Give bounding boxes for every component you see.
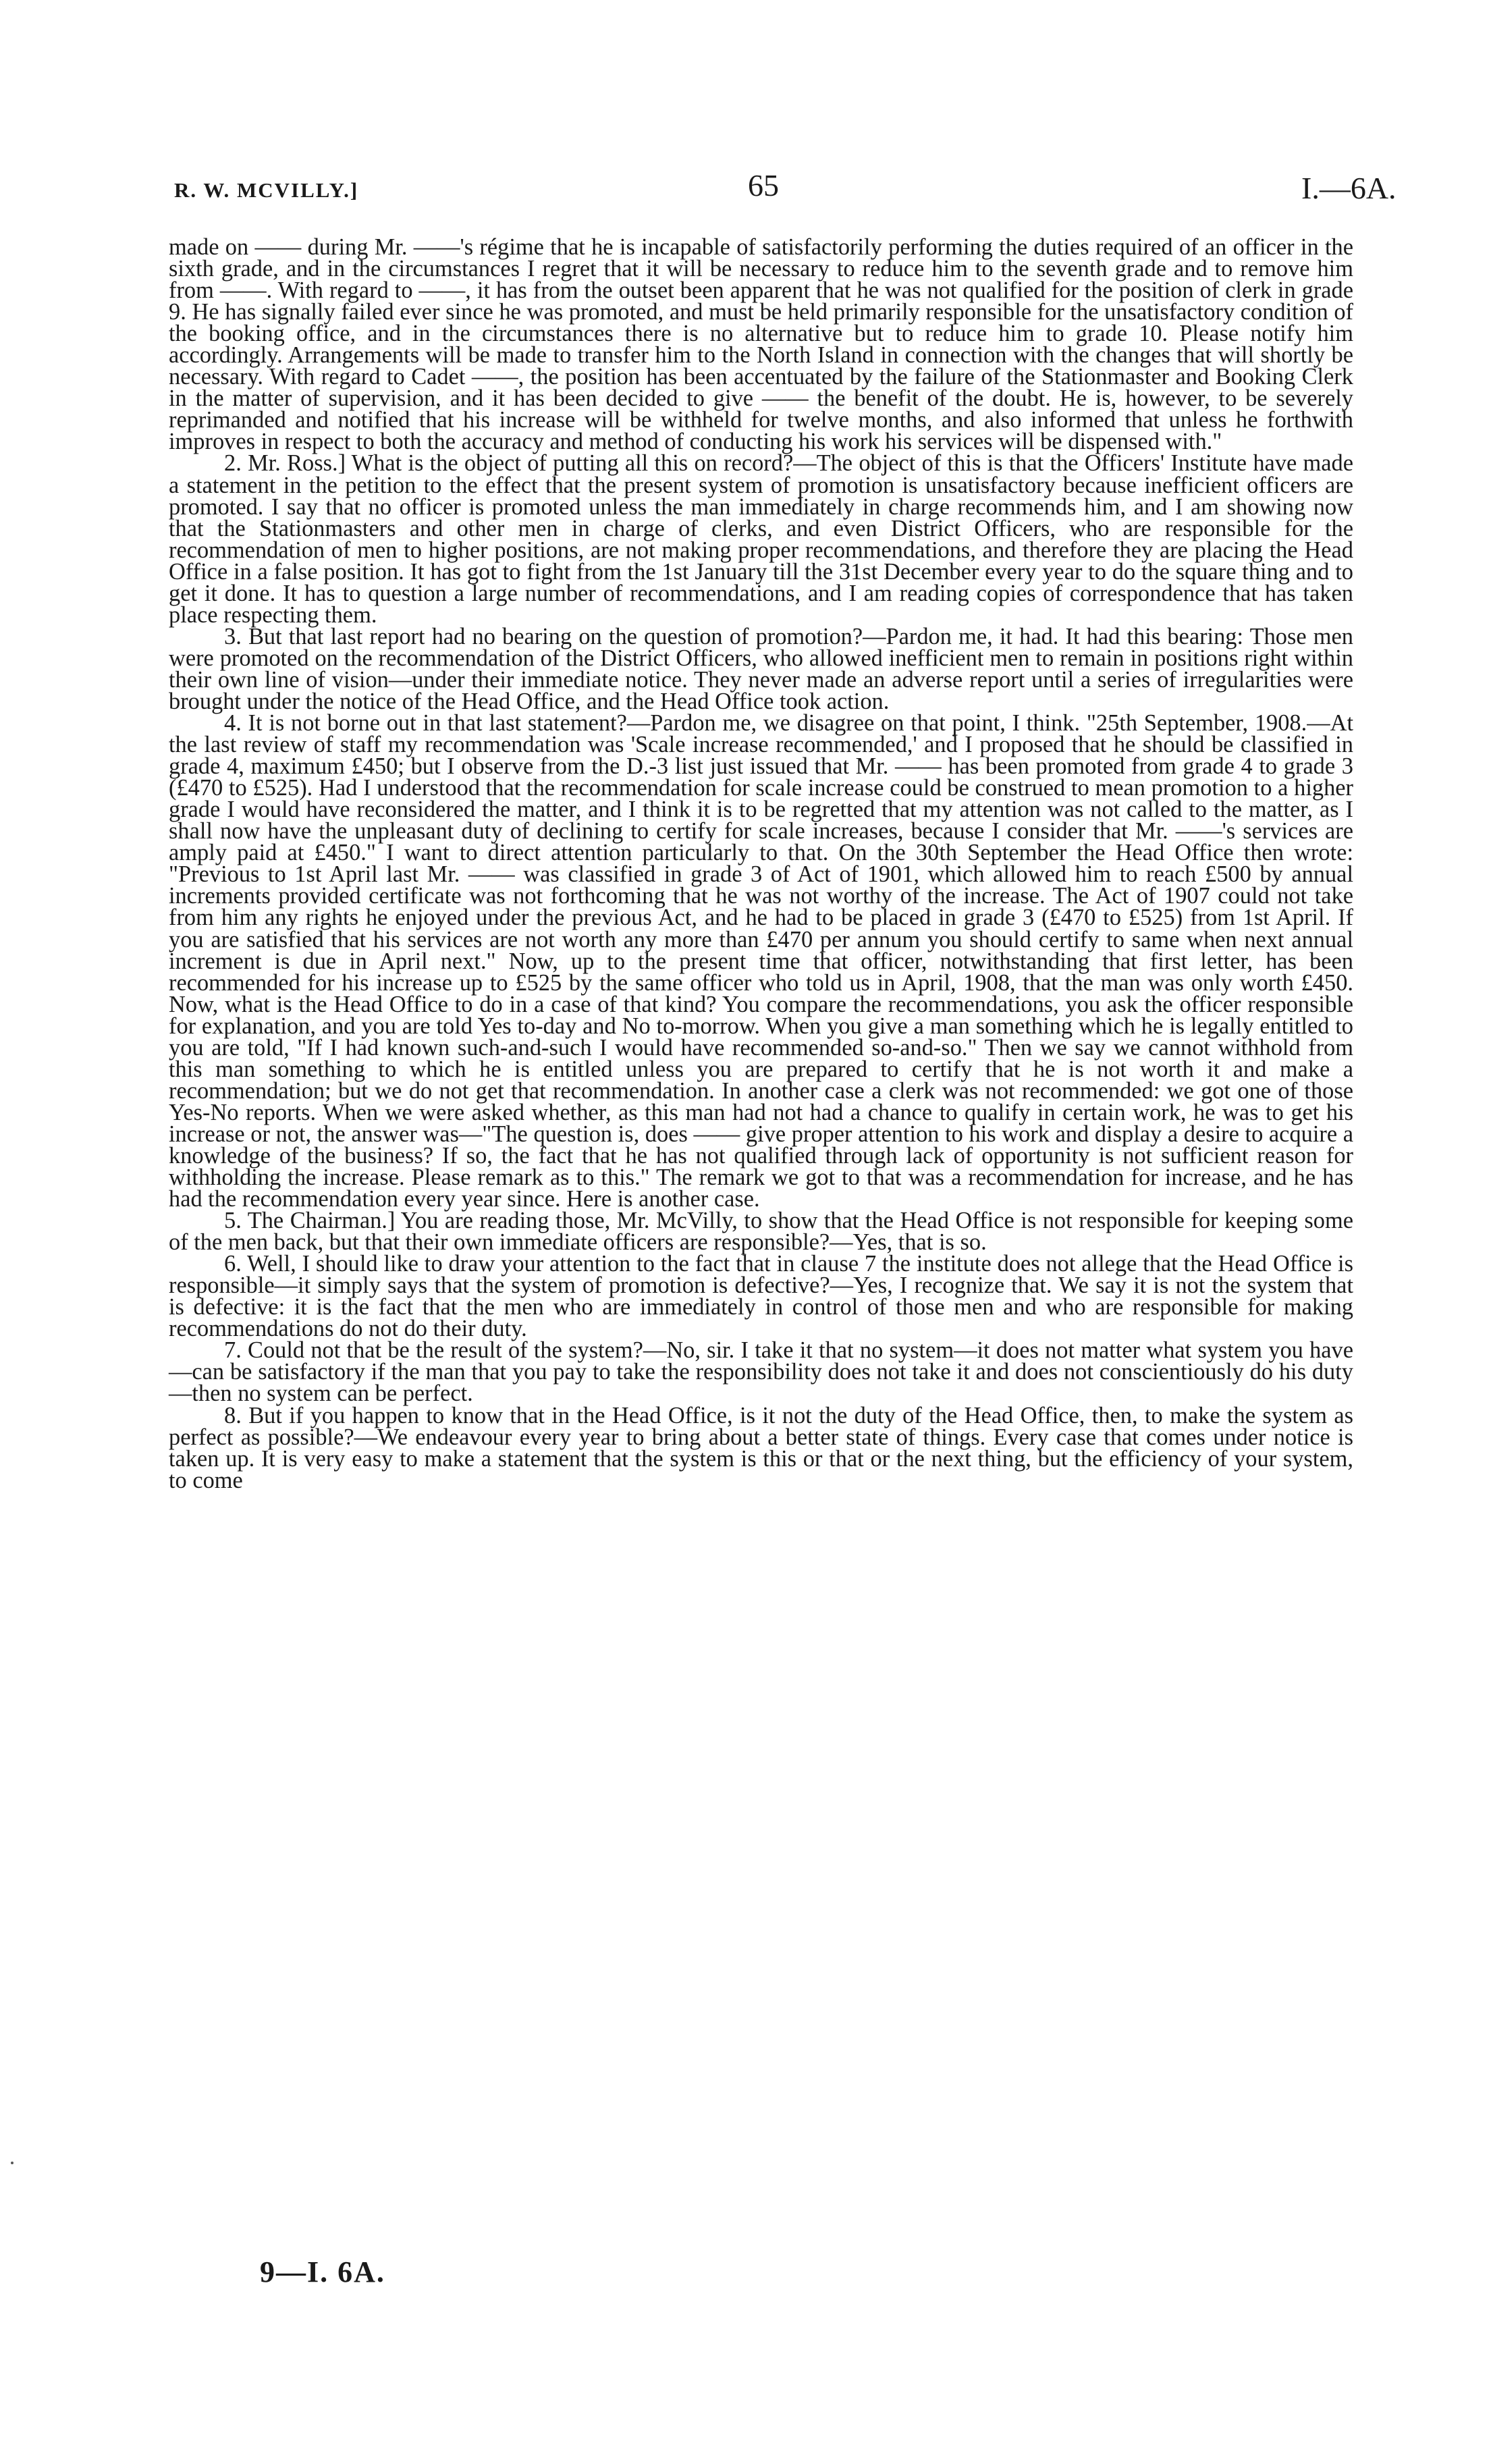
signature-mark: 9—I. 6A. xyxy=(260,2255,385,2288)
paragraph-continuation: made on —— during Mr. ——'s régime that he is incapable of satisfactorily performing the duties required of an officer in the sixth grade, and in the circumstances I regret that it will be necessary to reduce him to the seventh grade and to remove him from ——. With regard to ——, it has from the outset been apparent that he was not qualified for the position of clerk in grade 9. He has signally failed ever since he was promoted, and must be held primarily responsible for the unsatisfactory condition of the booking office, and in the circumstances there is no alternative but to reduce him to grade 10. Please notify him accordingly. Arrangements will be made to transfer him to the North Island in connection with the changes that will shortly be necessary. With regard to Cadet ——, the position has been accentuated by the failure of the Stationmaster and Booking Clerk in the matter of supervision, and it has been decided to give —— the benefit of the doubt. He is, however, to be severely reprimanded and notified that his increase will be withheld for twelve months, and also informed that unless he forthwith improves in respect to both the accuracy and method of conducting his work his services will be dispensed with." xyxy=(169,234,1353,455)
paragraph-question-5: 5. The Chairman.] You are reading those, Mr. McVilly, to show that the Head Office is not responsible for keeping some of the men back, but that their own immediate officers are responsible?—Yes, that is so. xyxy=(169,1208,1353,1256)
paragraph-question-6: 6. Well, I should like to draw your attention to the fact that in clause 7 the institute does not allege that the Head Office is responsible—it simply says that the system of promotion is defective?—Yes, I recognize that. We say it is not the system that is defective: it is the fact that the men who are immediately in control of those men and who are responsible for making recommendations do not do their duty. xyxy=(169,1251,1353,1342)
margin-speck xyxy=(11,2162,13,2164)
paragraph-question-4: 4. It is not borne out in that last statement?—Pardon me, we disagree on that point, I think. "25th September, 1908.—At the last review of staff my recommendation was 'Scale increase recommended,' and I proposed that he should be classified in grade 4, maximum £450; but I observe from the D.-3 list just issued that Mr. —— has been promoted from grade 4 to grade 3 (£470 to £525). Had I understood that the recommendation for scale increase could be construed to mean promotion to a higher grade I would have reconsidered the matter, and I think it is to be regretted that my attention was not called to the matter, as I shall now have the unpleasant duty of declining to certify for scale increases, because I consider that Mr. ——'s services are amply paid at £450." I want to direct attention particularly to that. On the 30th September the Head Office then wrote: "Previous to 1st April last Mr. —— was classified in grade 3 of Act of 1901, which allowed him to reach £500 by annual increments provided certificate was not forthcoming that he was not worthy of the increase. The Act of 1907 could not take from him any rights he enjoyed under the previous Act, and he had to be placed in grade 3 (£470 to £525) from 1st April. If you are satisfied that his services are not worth any more than £470 per annum you should certify to same when next annual increment is due in April next." Now, up to the present time that officer, notwithstanding that first letter, has been recommended for his increase up to £525 by the same officer who told us in April, 1908, that the man was only worth £450. Now, what is the Head Office to do in a case of that kind? You compare the recommendations, you ask the officer responsible for explanation, and you are told Yes to-day and No to-morrow. When you give a man something which he is legally entitled to you are told, "If I had known such-and-such I would have recommended so-and-so." Then we say we cannot withhold from this man something to which he is entitled unless you are prepared to certify that he is not worth it and make a recommendation; but we do not get that recommendation. In another case a clerk was not recommended: we got one of those Yes-No reports. When we were asked whether, as this man had not had a chance to qualify in certain work, he was to get his increase or not, the answer was—"The question is, does —— give proper attention to his work and display a desire to acquire a knowledge of the business? If so, the fact that he has not qualified through lack of opportunity is not sufficient reason for withholding the increase. Please remark as to this." The remark we got to that was a recommendation for increase, and he has had the recommendation every year since. Here is another case. xyxy=(169,710,1353,1212)
running-header-witness: R. W. MCVILLY.] xyxy=(174,178,359,202)
paragraph-question-8: 8. But if you happen to know that in the Head Office, is it not the duty of the Head Office, then, to make the system as perfect as possible?—We endeavour every year to bring about a better state of things. Every case that comes under notice is taken up. It is very easy to make a statement that the system is this or that or the next thing, but the efficiency of your system, to come xyxy=(169,1402,1353,1493)
paragraph-question-7: 7. Could not that be the result of the system?—No, sir. I take it that no system—it does not matter what system you have—can be satisfactory if the man that you pay to take the responsibility does not take it and does not conscientiously do his duty—then no system can be perfect. xyxy=(169,1337,1353,1407)
paragraph-question-2: 2. Mr. Ross.] What is the object of putting all this on record?—The object of this is that the Officers' Institute have made a statement in the petition to the effect that the present system of promotion is unsatisfactory because inefficient officers are promoted. I say that no officer is promoted unless the man immediately in charge recommends him, and I am showing now that the Stationmasters and other men in charge of clerks, and even District Officers, who are responsible for the recommendation of men to higher positions, are not making proper recommendations, and therefore they are placing the Head Office in a false position. It has got to fight from the 1st January till the 31st December every year to do the square thing and to get it done. It has to question a large number of recommendations, and I am reading copies of correspondence that has taken place respecting them. xyxy=(169,450,1353,628)
body-text xyxy=(169,236,1353,1491)
page-number: 65 xyxy=(748,168,779,203)
paragraph-question-3: 3. But that last report had no bearing on the question of promotion?—Pardon me, it had. It had this bearing: Those men were promoted on the recommendation of the District Officers, who allowed inefficient men to remain in positions right within their own line of vision—under their immediate notice. They never made an adverse report until a series of irregularities were brought under the notice of the Head Office, and the Head Office took action. xyxy=(169,623,1353,714)
document-reference: I.—6A. xyxy=(1301,171,1397,205)
